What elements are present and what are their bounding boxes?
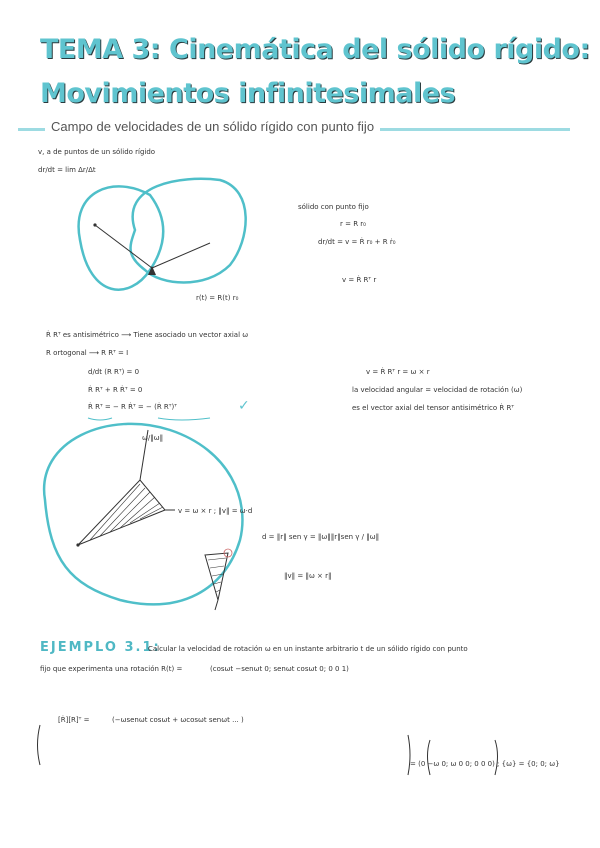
example-matrix: (cosωt −senωt 0; senωt cosωt 0; 0 0 1) (210, 665, 349, 673)
check-mark-icon: ✓ (238, 398, 250, 414)
section-heading: Campo de velocidades de un sólido rígido con punto fijo (45, 119, 380, 134)
note-8: Ṙ Rᵀ es antisimétrico ⟶ Tiene asociado un vector axial ω (46, 331, 249, 339)
note-2: dr/dt = lim Δr/Δt (38, 166, 96, 174)
note-6: v = Ṙ Rᵀ r (342, 276, 377, 284)
note-1: v, a de puntos de un sólido rígido (38, 148, 156, 156)
note-13: v = Ṙ Rᵀ r = ω × r (366, 368, 430, 376)
example-line4: (−ωsenωt cosωt + ωcosωt senωt ... ) (112, 716, 244, 724)
example-line3: [Ṙ][R]ᵀ = (58, 716, 90, 724)
example-title: EJEMPLO 3.1: (40, 640, 161, 655)
note-16: v = ω × r ; ‖v‖ = ω·d (178, 507, 253, 515)
page-title-line2: Movimientos infinitesimales (40, 78, 456, 109)
example-result: = (0 −ω 0; ω 0 0; 0 0 0) ; {ω} = {0; 0; ω} (410, 760, 560, 768)
note-19: ω/‖ω‖ (142, 434, 164, 442)
example-line2: fijo que experimenta una rotación R(t) = (40, 665, 183, 673)
note-11: Ṙ Rᵀ + R Ṙᵀ = 0 (88, 386, 143, 394)
page-title-line1: TEMA 3: Cinemática del sólido rígido: (40, 34, 590, 65)
note-18: ‖v‖ = ‖ω × r‖ (284, 572, 332, 580)
note-4: r = R r₀ (340, 220, 366, 228)
note-5: dr/dt = v = Ṙ r₀ + R ṙ₀ (318, 238, 396, 246)
note-3: sólido con punto fijo (298, 203, 369, 211)
note-7: r(t) = R(t) r₀ (196, 294, 239, 302)
note-9: R ortogonal ⟶ R Rᵀ = I (46, 349, 129, 357)
note-12: Ṙ Rᵀ = − R Ṙᵀ = − (Ṙ Rᵀ)ᵀ (88, 403, 177, 411)
note-17: d = ‖r‖ sen γ = ‖ω‖‖r‖sen γ / ‖ω‖ (262, 533, 380, 541)
example-line1: Calcular la velocidad de rotación ω en un instante arbitrario t de un sólido rígido con punto (148, 645, 468, 653)
note-15: es el vector axial del tensor antisimétrico Ṙ Rᵀ (352, 404, 515, 412)
note-14: la velocidad angular = velocidad de rotación (ω) (352, 386, 523, 394)
note-10: d/dt (R Rᵀ) = 0 (88, 368, 140, 376)
